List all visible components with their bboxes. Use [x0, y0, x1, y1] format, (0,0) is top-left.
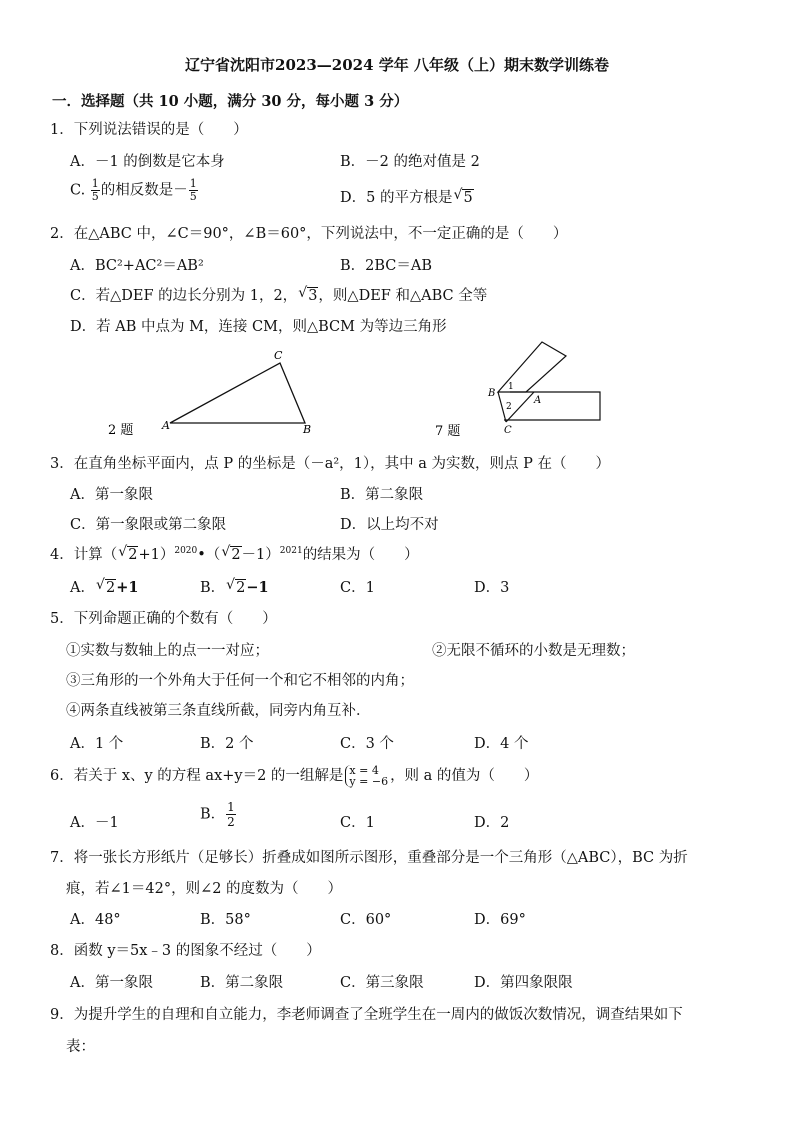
q3-option-a[interactable]: A．第一象限	[70, 487, 153, 503]
q1-c-text: 的相反数是－	[100, 182, 188, 199]
figure-q2-triangle	[100, 345, 340, 440]
q3-stem: 3．在直角坐标平面内，点 P 的坐标是（－a²，1），其中 a 为实数，则点 P 在（ ）	[50, 456, 610, 472]
q8-option-b[interactable]: B．第二象限	[200, 975, 284, 991]
sqrt-symbol: √ 5	[462, 189, 473, 206]
point-c-label: C	[504, 425, 512, 436]
q7-option-b[interactable]: B．58°	[200, 912, 251, 928]
q3-option-c[interactable]: C．第一象限或第二象限	[70, 517, 227, 533]
q3-option-b[interactable]: B．第二象限	[340, 487, 424, 503]
q3-option-d[interactable]: D．以上均不对	[340, 517, 439, 533]
q5-statement-2: ②无限不循环的小数是无理数；	[432, 643, 635, 659]
q4-option-c[interactable]: C．1	[340, 580, 375, 596]
fraction: $\frac{1}{2}$	[227, 800, 235, 829]
q8-stem: 8．函数 y＝5x﹣3 的图象不经过（ ）	[50, 943, 321, 959]
figure-2-caption: 2 题	[108, 423, 134, 438]
q5-option-d[interactable]: D．4 个	[474, 736, 529, 752]
q1-option-c[interactable]	[70, 178, 199, 203]
sqrt-symbol: √ 2	[235, 579, 246, 596]
q1-option-d[interactable]	[340, 186, 474, 207]
q2-option-c[interactable]	[70, 284, 487, 305]
q1-option-a[interactable]: A．－1 的倒数是它本身	[70, 154, 225, 170]
q6-option-c[interactable]: C．1	[340, 815, 375, 831]
q6-stem: 6．若关于 x、y 的方程 ax+y＝2 的一组解是 x = 4 y = −6 ，则 a 的值为（ ）	[50, 764, 539, 788]
q2-option-d[interactable]: D．若 AB 中点为 M，连接 CM，则△BCM 为等边三角形	[70, 319, 447, 335]
q8-option-c[interactable]: C．第三象限	[340, 975, 424, 991]
q8-option-d[interactable]: D．第四象限限	[474, 975, 573, 991]
q1-d-text: D．5 的平方根是	[340, 190, 453, 206]
q8-option-a[interactable]: A．第一象限	[70, 975, 153, 991]
fraction: $\frac{1}{5}$	[189, 177, 197, 203]
q9-stem-line1: 9．为提升学生的自理和自立能力，李老师调查了全班学生在一周内的做饭次数情况，调查结果如下	[50, 1007, 683, 1023]
sqrt-symbol: √ 2	[230, 546, 241, 563]
q6-option-a[interactable]: A．－1	[70, 815, 119, 831]
angle-2-label: 2	[506, 402, 512, 412]
q5-statement-1: ①实数与数轴上的点一一对应；	[66, 643, 269, 659]
point-b-label: B	[488, 388, 496, 399]
q6-option-b[interactable]: B． $\frac{1}{2}$	[200, 800, 235, 829]
q1-stem: 1．下列说法错误的是（ ）	[50, 122, 248, 138]
sqrt-symbol: √ 3	[307, 287, 318, 304]
q2-option-b[interactable]: B．2BC＝AB	[340, 258, 433, 274]
q5-statement-4: ④两条直线被第三条直线所截，同旁内角互补．	[66, 703, 371, 719]
vertex-b-label: B	[303, 423, 312, 436]
q7-option-a[interactable]: A．48°	[70, 912, 121, 928]
sqrt-symbol: √ 2	[105, 579, 116, 596]
fraction: $\frac{1}{5}$	[91, 177, 99, 203]
q7-stem-line1: 7．将一张长方形纸片（足够长）折叠成如图所示图形，重叠部分是一个三角形（△ABC），BC 为折	[50, 850, 688, 866]
q4-option-a[interactable]: A．√ 2+1	[70, 576, 138, 597]
sqrt-symbol: √ 2	[127, 546, 138, 563]
q5-option-a[interactable]: A．1 个	[70, 736, 124, 752]
q2-c-text-end: ，则△DEF 和△ABC 全等	[318, 288, 488, 304]
q2-option-a[interactable]: A．BC²+AC²＝AB²	[70, 258, 204, 274]
q5-stem: 5．下列命题正确的个数有（ ）	[50, 611, 277, 627]
figure-7-caption: 7 题	[435, 424, 461, 439]
q5-option-b[interactable]: B．2 个	[200, 736, 254, 752]
q5-statement-3: ③三角形的一个外角大于任何一个和它不相邻的内角；	[66, 673, 414, 689]
q9-stem-line2: 表：	[66, 1039, 95, 1055]
angle-1-label: 1	[508, 382, 514, 392]
equation-system: x = 4 y = −6	[345, 765, 388, 787]
q6-option-d[interactable]: D．2	[474, 815, 510, 831]
q4-stem: 4．计算（√ 2+1）$^{2020}$•（√ 2－1）$^{2021}$的结果为（ ）	[50, 543, 419, 564]
q1-c-prefix: C.	[70, 182, 86, 199]
q4-option-b[interactable]: B．√ 2−1	[200, 576, 269, 597]
q7-option-c[interactable]: C．60°	[340, 912, 392, 928]
paper-title: 辽宁省沈阳市2023—2024 学年 八年级（上）期末数学训练卷	[185, 56, 609, 74]
q7-option-d[interactable]: D．69°	[474, 912, 526, 928]
q4-option-d[interactable]: D．3	[474, 580, 510, 596]
section-heading: 一．选择题（共 10 小题，满分 30 分，每小题 3 分）	[52, 93, 409, 110]
q2-stem: 2．在△ABC 中，∠C＝90°，∠B＝60°，下列说法中，不一定正确的是（ ）	[50, 226, 568, 242]
vertex-a-label: A	[162, 419, 170, 432]
vertex-c-label: C	[274, 349, 283, 362]
q5-option-c[interactable]: C．3 个	[340, 736, 394, 752]
point-a-label: A	[534, 395, 542, 406]
q7-stem-line2: 痕，若∠1＝42°，则∠2 的度数为（ ）	[66, 881, 343, 897]
q2-c-text: C．若△DEF 的边长分别为 1，2，	[70, 288, 298, 304]
q1-option-b[interactable]: B．－2 的绝对值是 2	[340, 154, 480, 170]
figure-q7-folded-paper	[430, 340, 610, 440]
